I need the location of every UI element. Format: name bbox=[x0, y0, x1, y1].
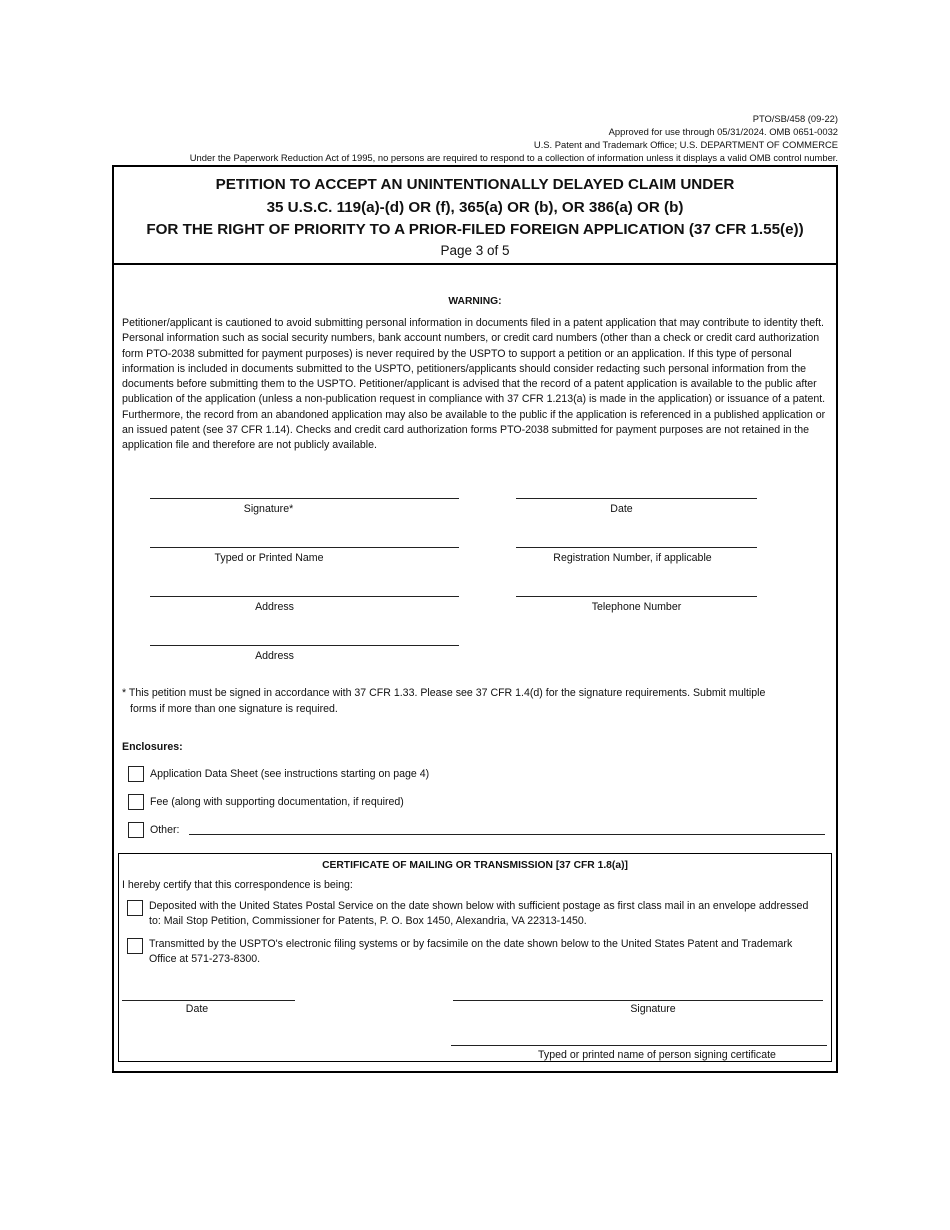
certificate-heading: CERTIFICATE OF MAILING OR TRANSMISSION [37 CFR 1.8(a)] bbox=[322, 860, 628, 871]
form-title-line-1: PETITION TO ACCEPT AN UNINTENTIONALLY DELAYED CLAIM UNDER bbox=[215, 176, 735, 193]
registration-number-label: Registration Number, if applicable bbox=[553, 552, 712, 564]
certificate-intro: I hereby certify that this correspondence is being: bbox=[122, 879, 353, 891]
option-deposited-usps: Deposited with the United States Postal Service on the date shown below with sufficient postage as first class mail in an envelope addressed to: Mail Stop Petition, Commissioner for Patents, P. O. Box 1450, Alexandria, VA 22313-1450. bbox=[149, 900, 809, 928]
date-line[interactable] bbox=[516, 498, 757, 499]
form-title-line-2: 35 U.S.C. 119(a)-(d) OR (f), 365(a) OR (b), OR 386(a) OR (b) bbox=[266, 199, 684, 216]
date-label: Date bbox=[610, 503, 633, 515]
address-line-2[interactable] bbox=[150, 645, 459, 646]
registration-number-line[interactable] bbox=[516, 547, 757, 548]
enclosure-label-ads: Application Data Sheet (see instructions starting on page 4) bbox=[150, 768, 430, 780]
signature-note-line-2: forms if more than one signature is required. bbox=[130, 702, 338, 715]
certificate-date-line[interactable] bbox=[122, 1000, 295, 1001]
signature-requirement-note bbox=[122, 686, 822, 717]
enclosure-label-fee: Fee (along with supporting documentation, if required) bbox=[150, 796, 404, 808]
certificate-of-mailing-box bbox=[118, 853, 832, 1062]
form-frame bbox=[112, 165, 838, 1073]
address-line-1[interactable] bbox=[150, 596, 459, 597]
telephone-line[interactable] bbox=[516, 596, 757, 597]
certificate-typed-name-label: Typed or printed name of person signing certificate bbox=[538, 1049, 776, 1061]
other-description-field[interactable] bbox=[189, 834, 825, 835]
certificate-signature-line[interactable] bbox=[453, 1000, 823, 1001]
agency-name: U.S. Patent and Trademark Office; U.S. DEPARTMENT OF COMMERCE bbox=[533, 139, 838, 150]
signature-line[interactable] bbox=[150, 498, 459, 499]
typed-name-label: Typed or Printed Name bbox=[214, 552, 324, 564]
certificate-date-label: Date bbox=[185, 1003, 209, 1015]
checkbox-transmitted-electronic[interactable] bbox=[127, 938, 143, 954]
certificate-typed-name-line[interactable] bbox=[451, 1045, 827, 1046]
enclosures-heading: Enclosures: bbox=[122, 741, 183, 753]
form-number: PTO/SB/458 (09-22) bbox=[752, 113, 838, 124]
approval-notice: Approved for use through 05/31/2024. OMB 0651-0032 bbox=[608, 126, 838, 137]
page-number: Page 3 of 5 bbox=[440, 243, 510, 258]
checkbox-other[interactable] bbox=[128, 822, 144, 838]
checkbox-application-data-sheet[interactable] bbox=[128, 766, 144, 782]
warning-heading: WARNING: bbox=[448, 296, 502, 307]
paperwork-notice: Under the Paperwork Reduction Act of 1995, no persons are required to respond to a collection of information unless it displays a valid OMB control number. bbox=[189, 152, 838, 163]
certificate-signature-label: Signature bbox=[630, 1003, 676, 1015]
signature-label: Signature* bbox=[243, 503, 294, 515]
option-transmitted-electronic: Transmitted by the USPTO's electronic filing systems or by facsimile on the date shown below to the United States Patent and Trademark Office at 571-273-8300. bbox=[149, 938, 793, 966]
warning-text: Petitioner/applicant is cautioned to avoid submitting personal information in documents filed in a patent application that may contribute to identity theft. Personal information such as social security numbers, bank account numbers, or credit card numbers (other than a check or credit card authorization form PTO-2038 submitted for payment purposes) is never required by the USPTO to support a petition or an application. If this type of personal information is included in documents submitted to the USPTO, petitioners/applicants should consider redacting such personal information from the documents before submitting them to the USPTO. Petitioner/applicant is advised that the record of a patent application is available to the public after publication of the application (unless a non-publication request in compliance with 37 CFR 1.213(a) is made in the application) or issuance of a patent. Furthermore, the record from an abandoned application may also be available to the public if the application is referenced in a published application or an issued patent (see 37 CFR 1.14). Checks and credit card authorization forms PTO-2038 submitted for payment purposes are not retained in the application file and therefore are not publicly available. bbox=[122, 317, 826, 452]
form-title-line-3: FOR THE RIGHT OF PRIORITY TO A PRIOR-FILED FOREIGN APPLICATION (37 CFR 1.55(e)) bbox=[146, 221, 804, 238]
checkbox-fee[interactable] bbox=[128, 794, 144, 810]
address-label-1: Address bbox=[255, 601, 294, 613]
title-block bbox=[114, 167, 836, 265]
signature-note-line-1: * This petition must be signed in accordance with 37 CFR 1.33. Please see 37 CFR 1.4(d) for the signature requirements. Submit multiple bbox=[122, 687, 766, 699]
enclosure-label-other: Other: bbox=[150, 824, 180, 836]
typed-name-line[interactable] bbox=[150, 547, 459, 548]
checkbox-deposited-usps[interactable] bbox=[127, 900, 143, 916]
telephone-label: Telephone Number bbox=[591, 601, 682, 613]
address-label-2: Address bbox=[255, 650, 294, 662]
